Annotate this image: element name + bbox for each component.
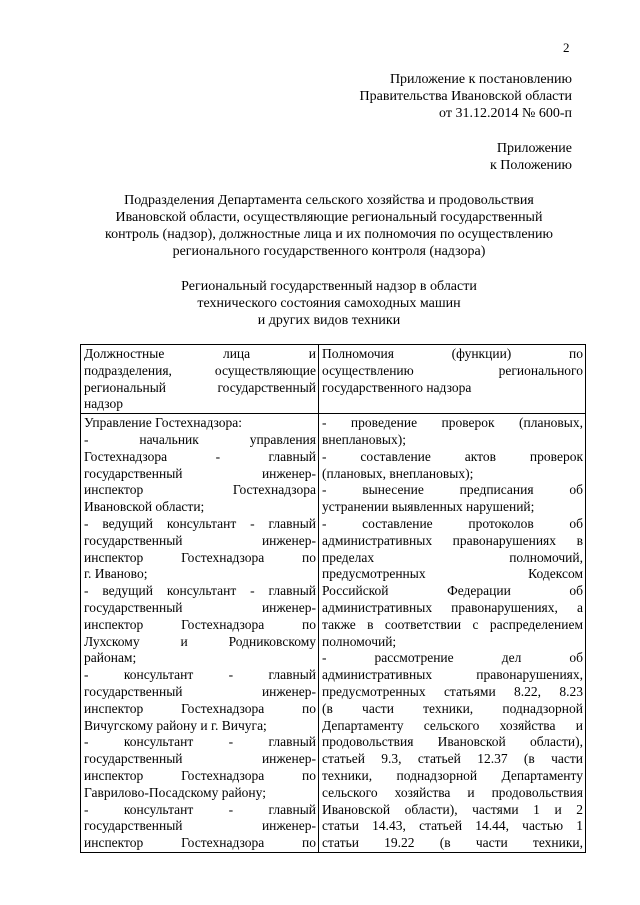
- table-cell-line: - составление актов проверок: [322, 448, 583, 464]
- table-cell-line: Управление Гостехнадзора:: [84, 415, 242, 431]
- cell-officials: [81, 414, 319, 853]
- table-cell-line: предусмотренных статьями 8.22, 8.23: [322, 683, 583, 699]
- table-cell-line: Должностные лица и: [84, 346, 316, 361]
- main-title-line: контроль (надзор), должностные лица и их полномочия по осуществлению: [105, 227, 553, 242]
- table-cell-line: инспектор Гостехнадзора по: [84, 767, 316, 783]
- section-title-line: Региональный государственный надзор в области: [181, 279, 477, 294]
- annex-sub: [490, 140, 572, 174]
- table-cell-line: Департаменту сельского хозяйства и: [322, 717, 583, 733]
- annex-sub-line: Приложение: [496, 141, 572, 156]
- table-cell-line: - составление протоколов об: [322, 515, 583, 531]
- main-title-line: Подразделения Департамента сельского хозяйства и продовольствия: [124, 193, 534, 208]
- section-title-line: и других видов техники: [257, 313, 401, 328]
- section-title: [84, 278, 574, 329]
- annex-header: [360, 71, 572, 122]
- table-cell-line: Ивановской области), частями 1 и 2: [322, 801, 583, 817]
- table-cell-line: Гостехнадзора - главный: [84, 448, 316, 464]
- table-cell-line: - консультант - главный: [84, 801, 316, 817]
- table-cell-line: статьи 19.22 (в части техники,: [322, 835, 583, 851]
- table-cell-line: - начальник управления: [84, 431, 316, 447]
- table-cell-line: государственный инженер-: [84, 532, 316, 548]
- table-cell-line: - проведение проверок (плановых,: [322, 415, 583, 431]
- table-cell-line: внеплановых);: [322, 431, 406, 447]
- annex-header-line: от 31.12.2014 № 600-п: [439, 106, 572, 121]
- annex-sub-line: к Положению: [489, 158, 572, 173]
- table-cell-line: сельского хозяйства и продовольствия: [322, 784, 583, 800]
- table-header-row: [81, 345, 586, 414]
- table-cell-line: (в части техники, поднадзорной: [322, 700, 583, 716]
- table-cell-line: - консультант - главный: [84, 734, 316, 750]
- cell-powers: [319, 414, 586, 853]
- table-cell-line: г. Иваново;: [84, 566, 148, 582]
- authority-table: [80, 344, 586, 853]
- table-cell-line: районам;: [84, 650, 137, 666]
- table-cell-line: подразделения, осуществляющие: [84, 362, 316, 378]
- table-cell-line: - вынесение предписания об: [322, 482, 583, 498]
- table-cell-line: продовольствия Ивановской области),: [322, 734, 583, 750]
- table-cell-line: - консультант - главный: [84, 667, 316, 683]
- table-cell-line: инспектор Гостехнадзора по: [84, 616, 316, 632]
- table-cell-line: надзор: [84, 396, 124, 412]
- table-cell-line: государственный инженер-: [84, 683, 316, 699]
- section-title-line: технического состояния самоходных машин: [197, 296, 461, 311]
- table-cell-line: устранении выявленных нарушений;: [322, 499, 535, 515]
- annex-header-line: Правительства Ивановской области: [359, 89, 572, 104]
- table-cell-line: региональный государственный: [84, 379, 316, 395]
- table-cell-line: административных правонарушениях,: [322, 667, 583, 683]
- table-cell-line: государственный инженер-: [84, 818, 316, 834]
- table-cell-line: осуществлению регионального: [322, 362, 583, 378]
- table-cell-line: - ведущий консультант - главный: [84, 583, 316, 599]
- header-cell-officials: [81, 345, 319, 414]
- table-cell-line: инспектор Гостехнадзора: [84, 482, 316, 498]
- table-row: [81, 414, 586, 853]
- table-cell-line: Вичугскому району и г. Вичуга;: [84, 717, 267, 733]
- main-title: [84, 192, 574, 260]
- table-cell-line: - рассмотрение дел об: [322, 650, 583, 666]
- table-cell-line: статьей 9.3, статьей 12.37 (в части: [322, 751, 583, 767]
- table-cell-line: пределах полномочий,: [322, 549, 583, 565]
- table-cell-line: государственного надзора: [322, 379, 472, 395]
- table-cell-line: государственный инженер-: [84, 751, 316, 767]
- table-cell-line: административных правонарушениях в: [322, 532, 583, 548]
- annex-header-line: Приложение к постановлению: [389, 72, 572, 87]
- main-title-line: Ивановской области, осуществляющие региональный государственный: [115, 210, 543, 225]
- table-cell-line: Гаврилово-Посадскому району;: [84, 784, 266, 800]
- table-cell-line: государственный инженер-: [84, 599, 316, 615]
- table-cell-line: полномочий;: [322, 633, 397, 649]
- table-cell-line: инспектор Гостехнадзора по: [84, 835, 316, 851]
- table-cell-line: государственный инженер-: [84, 465, 316, 481]
- header-cell-powers: [319, 345, 586, 414]
- table-cell-line: инспектор Гостехнадзора по: [84, 700, 316, 716]
- table-cell-line: инспектор Гостехнадзора по: [84, 549, 316, 565]
- table-cell-line: Лухскому и Родниковскому: [84, 633, 316, 649]
- table-cell-line: Полномочия (функции) по: [322, 346, 583, 361]
- page-number: 2: [563, 40, 570, 55]
- table-cell-line: техники, поднадзорной Департаменту: [322, 767, 583, 783]
- table-cell-line: Российской Федерации об: [322, 583, 583, 599]
- table-cell-line: (плановых, внеплановых);: [322, 465, 474, 481]
- main-title-line: регионального государственного контроля (надзора): [172, 244, 486, 259]
- table-cell-line: - ведущий консультант - главный: [84, 515, 316, 531]
- table-cell-line: статьи 14.43, статьей 14.44, частью 1: [322, 818, 583, 834]
- table-cell-line: предусмотренных Кодексом: [322, 566, 583, 582]
- table-cell-line: Ивановской области;: [84, 499, 205, 515]
- table-cell-line: административных правонарушениях, а: [322, 599, 583, 615]
- table-cell-line: также в соответствии с распределением: [322, 616, 583, 632]
